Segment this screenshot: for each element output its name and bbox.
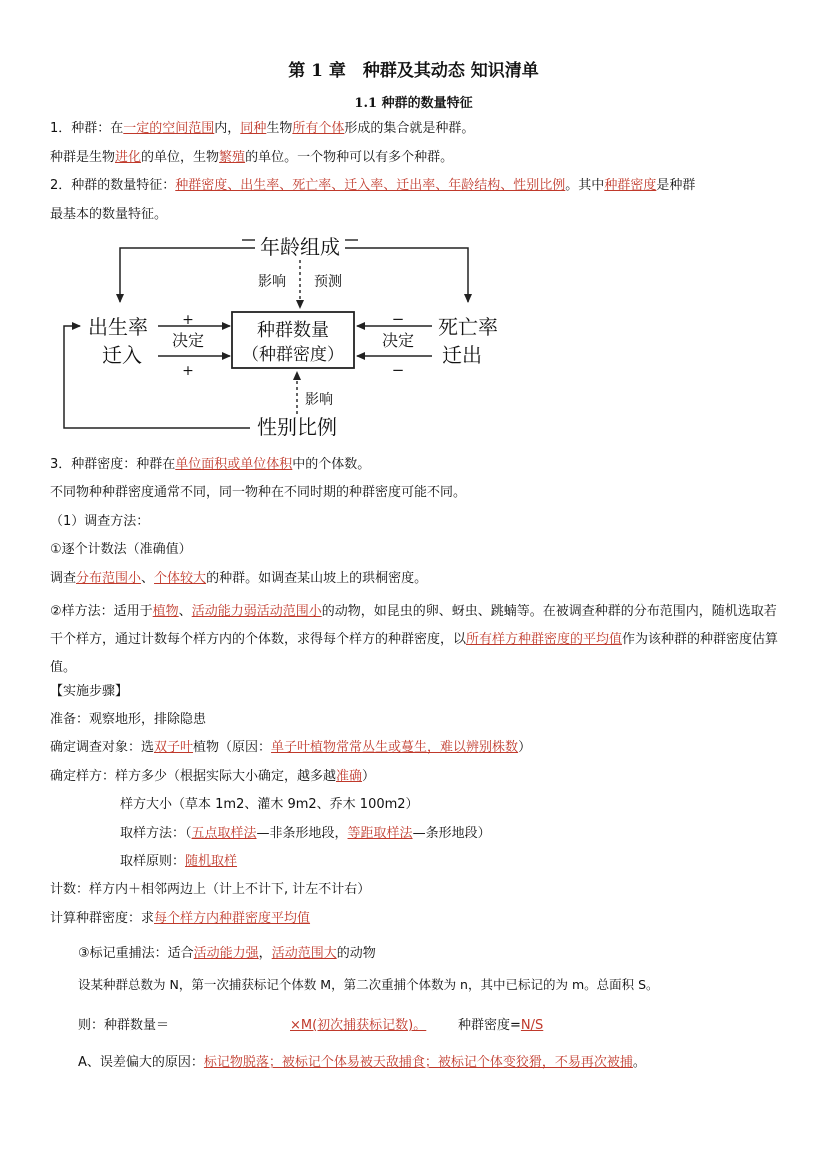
para-error-reasons: A、误差偏大的原因：标记物脱落；被标记个体易被天敌捕食；被标记个体变狡猾，不易再次被捕。 bbox=[78, 1055, 646, 1070]
formula-population: ×M(初次捕获标记数)。 bbox=[290, 1018, 427, 1033]
sign-plus-top: + bbox=[182, 312, 194, 328]
step-quadrat: 确定样方：样方多少（根据实际大小确定，越多越准确） bbox=[50, 769, 376, 784]
sign-minus-top: − bbox=[391, 310, 405, 328]
label-decide-right: 决定 bbox=[381, 331, 415, 350]
para-density-def: 3．种群密度：种群在单位面积或单位体积中的个体数。 bbox=[50, 457, 371, 472]
node-age-structure: 年龄组成 bbox=[260, 235, 340, 259]
step-sampling-principle: 取样原则：随机取样 bbox=[120, 854, 238, 869]
para-quantity-features-cont: 最基本的数量特征。 bbox=[50, 207, 168, 222]
formula-line: 则：种群数量＝ bbox=[78, 1018, 170, 1033]
step-calc: 计算种群密度：求每个样方内种群密度平均值 bbox=[50, 911, 311, 926]
para-population-def: 1．种群：在一定的空间范围内，同种生物所有个体形成的集合就是种群。 bbox=[50, 121, 475, 136]
step-count: 计数：样方内＋相邻两边上（计上不计下, 计左不计右） bbox=[50, 882, 371, 897]
step-target: 确定调查对象：选双子叶植物（原因：单子叶植物常常丛生或蔓生，难以辨别株数） bbox=[50, 740, 532, 755]
step-sampling-method: 取样方法：（五点取样法—非条形地段，等距取样法—条形地段） bbox=[120, 826, 491, 841]
node-birth-rate: 出生率 bbox=[88, 315, 148, 339]
sign-plus-bottom: + bbox=[182, 363, 194, 379]
para-quantity-features: 2．种群的数量特征：种群密度、出生率、死亡率、迁入率、迁出率、年龄结构、性别比例。其中种群密度是种群 bbox=[50, 178, 696, 193]
label-influence-bottom: 影响 bbox=[305, 392, 333, 408]
para-count-method-desc: 调查分布范围小、个体较大的种群。如调查某山坡上的珙桐密度。 bbox=[50, 571, 428, 586]
para-population-unit: 种群是生物进化的单位，生物繁殖的单位。一个物种可以有多个种群。 bbox=[50, 150, 454, 165]
label-influence-top: 影响 bbox=[258, 274, 286, 290]
sign-minus-bottom: − bbox=[391, 361, 405, 379]
population-features-diagram bbox=[60, 234, 500, 444]
node-sex-ratio: 性别比例 bbox=[257, 415, 337, 439]
step-prepare: 准备：观察地形，排除隐患 bbox=[50, 712, 207, 727]
formula-density: 种群密度=N/S bbox=[458, 1018, 544, 1033]
node-population-size: 种群数量 bbox=[257, 320, 329, 341]
para-quadrat-method: ②样方法：适用于植物、活动能力弱活动范围小的动物，如昆虫的卵、蚜虫、跳蝻等。在被调查种群的分布范围内，随机选取若干个样方，通过计数每个样方内的个体数，求得每个样方的种群密度，以所有样方种群密度的平均值作为该种群的种群密度估算值。 bbox=[50, 604, 779, 675]
label-predict: 预测 bbox=[314, 274, 342, 290]
label-decide-left: 决定 bbox=[171, 331, 205, 350]
step-quadrat-size: 样方大小（草本 1m2、灌木 9m2、乔木 100m2） bbox=[120, 797, 419, 812]
para-mark-recapture: ③标记重捕法：适合活动能力强，活动范围大的动物 bbox=[78, 946, 376, 961]
node-death-rate: 死亡率 bbox=[438, 315, 498, 339]
para-mark-recapture-setup: 设某种群总数为 N，第一次捕获标记个体数 M，第二次重捕个体数为 n，其中已标记的为 m。总面积 S。 bbox=[78, 977, 659, 992]
heading-steps: 【实施步骤】 bbox=[50, 684, 129, 699]
para-count-method: ①逐个计数法（准确值） bbox=[50, 542, 192, 557]
node-immigration: 迁入 bbox=[102, 343, 142, 367]
para-density-varies: 不同物种种群密度通常不同，同一物种在不同时期的种群密度可能不同。 bbox=[50, 485, 467, 500]
node-population-density: （种群密度） bbox=[242, 345, 344, 365]
node-emigration: 迁出 bbox=[442, 343, 482, 367]
section-subtitle: 1.1 种群的数量特征 bbox=[354, 96, 473, 111]
para-survey-methods: （1）调查方法： bbox=[50, 514, 150, 529]
page-title: 第 1 章 种群及其动态 知识清单 bbox=[288, 61, 539, 81]
